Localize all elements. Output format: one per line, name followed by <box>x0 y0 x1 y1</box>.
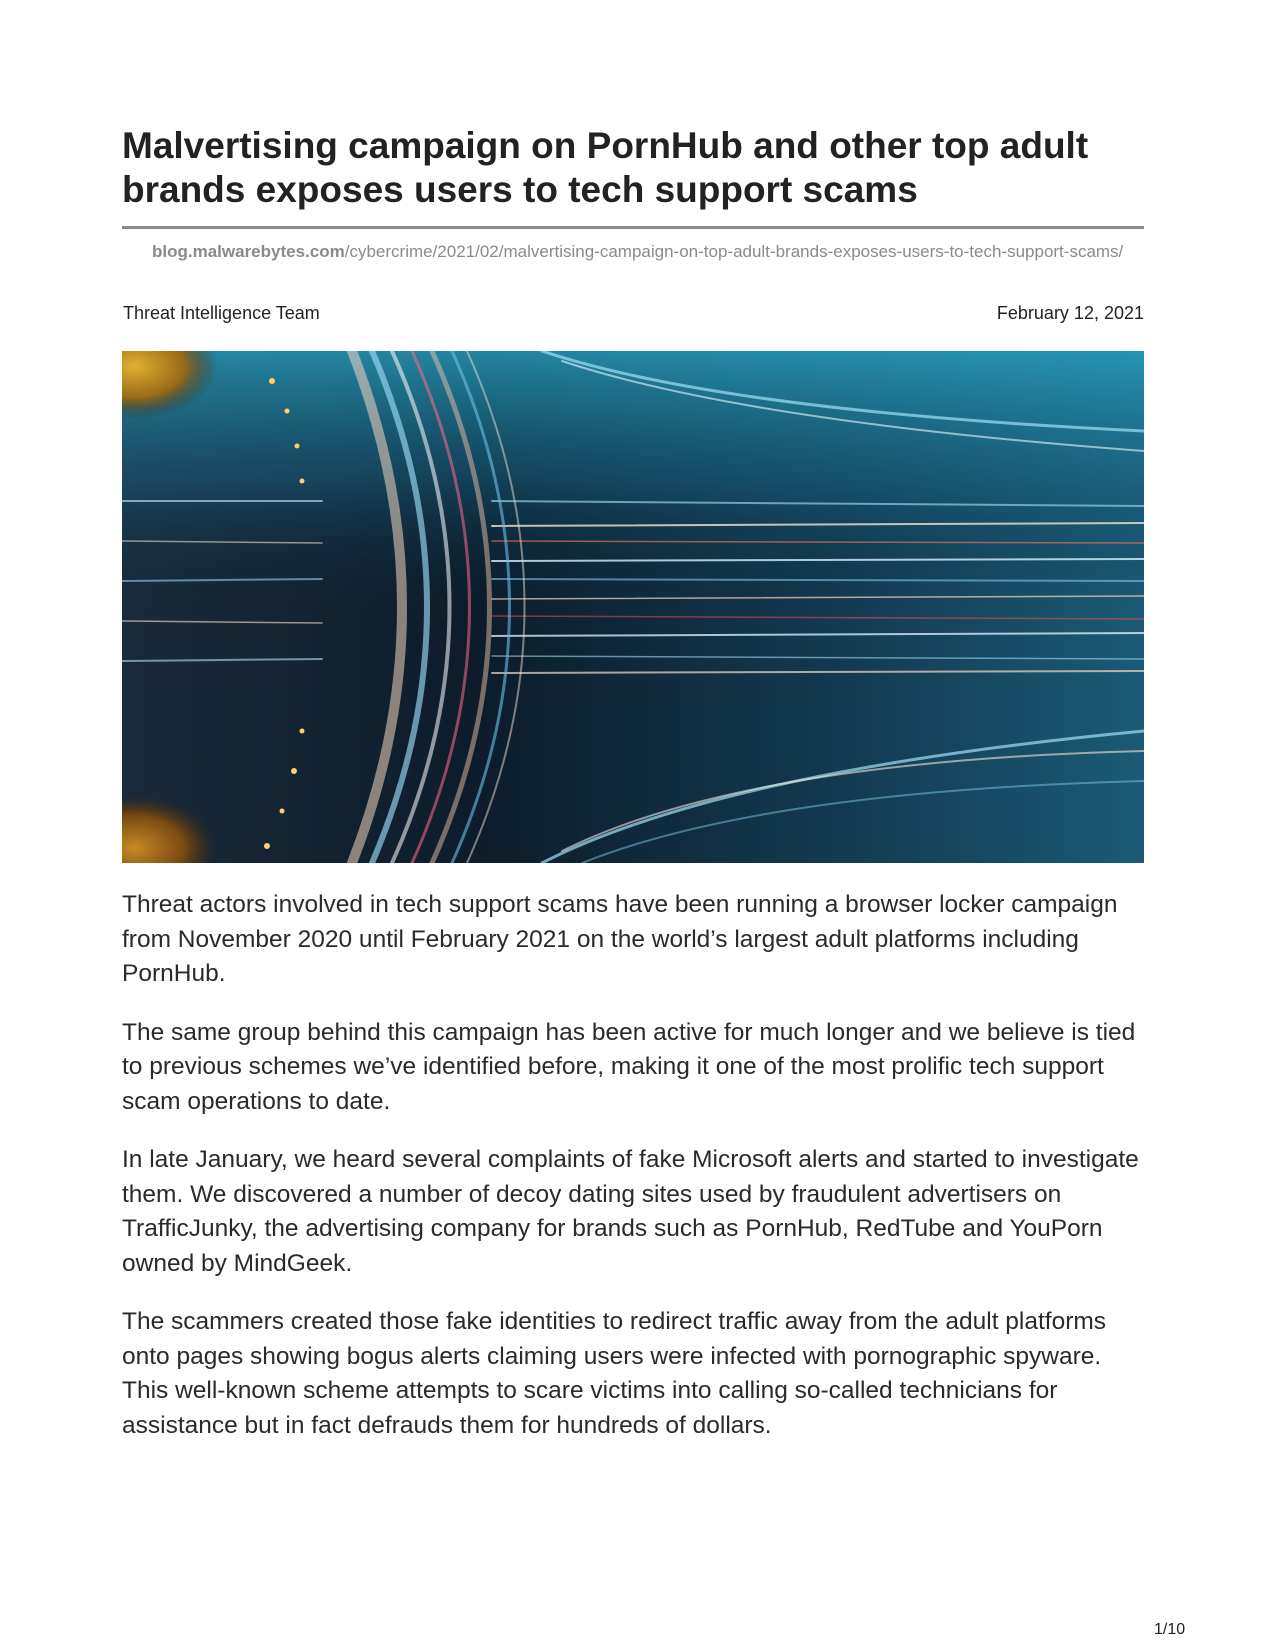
paragraph: Threat actors involved in tech support scams have been running a browser locker campaign from November 2020 until February 2021 on the world’s largest adult platforms including PornHub. <box>122 891 1118 987</box>
hero-image-highway-interchange <box>122 351 1144 863</box>
source-url-domain[interactable]: blog.malwarebytes.com <box>152 242 345 261</box>
article-date: February 12, 2021 <box>996 303 1144 323</box>
paragraph: The same group behind this campaign has been active for much longer and we believe is tied to previous schemes we’ve identified before, making it one of the most prolific tech support scam operations to date. <box>122 1018 1136 1115</box>
source-url[interactable] <box>122 240 1144 264</box>
source-url-path[interactable]: /cybercrime/2021/02/malvertising-campaign-on-top-adult-brands-exposes-users-to-tech-support-scams/ <box>344 242 1124 261</box>
article-body <box>122 888 1144 1467</box>
article-author: Threat Intelligence Team <box>123 303 320 323</box>
article-title: Malvertising campaign on PornHub and other top adult brands exposes users to tech support scams <box>122 125 1089 210</box>
paragraph: The scammers created those fake identities to redirect traffic away from the adult platforms onto pages showing bogus alerts claiming users were infected with pornographic spyware. This well-known scheme attempts to scare victims into calling so-called technicians for assistance but in fact defrauds them for hundreds of dollars. <box>122 1308 1107 1439</box>
paragraph: In late January, we heard several complaints of fake Microsoft alerts and started to investigate them. We discovered a number of decoy dating sites used by fraudulent advertisers on TrafficJunky, the advertising company for brands such as PornHub, RedTube and YouPorn owned by MindGeek. <box>122 1146 1139 1277</box>
page-number: 1/10 <box>1154 1621 1186 1638</box>
title-divider <box>122 226 1144 229</box>
